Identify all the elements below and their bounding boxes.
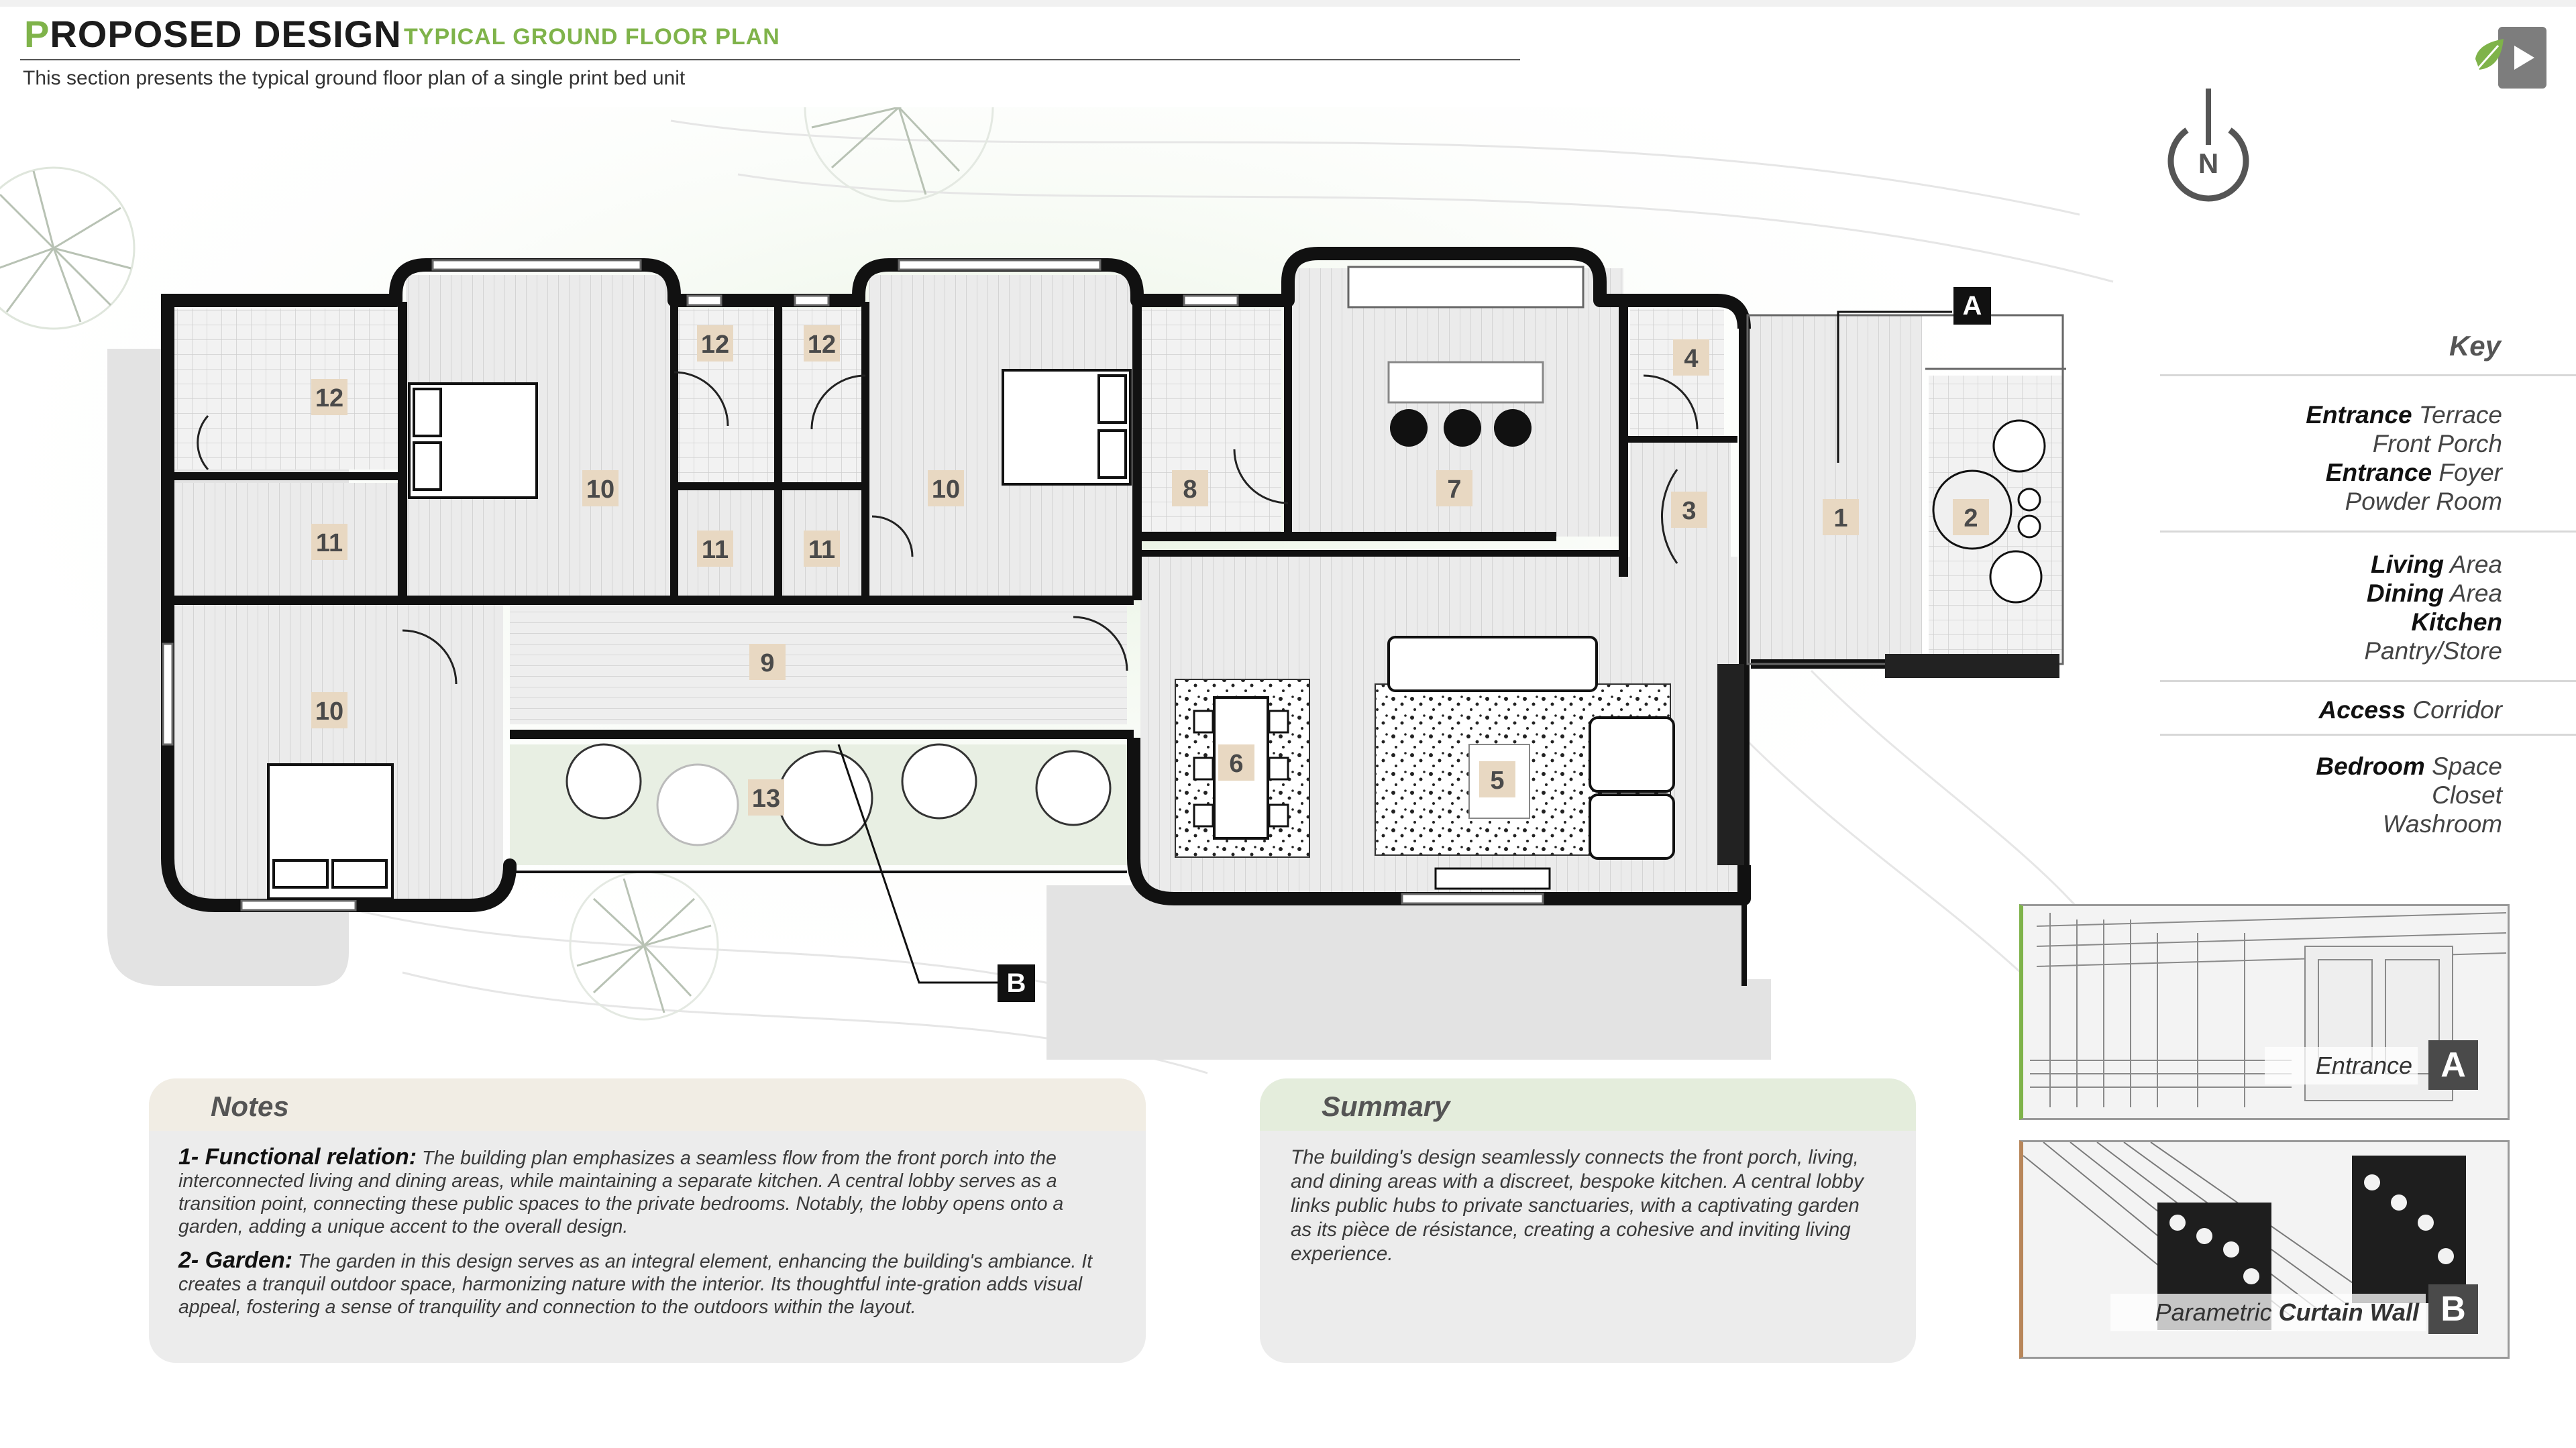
notes-body xyxy=(149,1131,1146,1319)
note-item: 1- Functional relation: The building plan emphasizes a seamless flow from the front porch into the interconnected living and dining areas, while maintaining a separate kitchen. A central lobby serves as a transition point, connecting these public spaces to the private bedrooms. Notably, the lobby opens onto a garden, adding a unique accent to the overall design. xyxy=(178,1144,1064,1237)
key-group-access xyxy=(2160,695,2576,724)
room-11-label: 11 xyxy=(701,536,729,564)
key-item: Entrance Foyer xyxy=(2325,459,2502,486)
room-4-label: 4 xyxy=(1684,345,1699,373)
key-item: Pantry/Store xyxy=(2364,637,2502,665)
room-8-label: 8 xyxy=(1183,476,1197,504)
compass-icon xyxy=(2160,83,2254,211)
room-11-label: 11 xyxy=(315,529,343,557)
entrance-caption: Entrance xyxy=(2265,1047,2418,1084)
top-border xyxy=(0,0,2576,7)
note-item: 2- Garden: The garden in this design serves as an integral element, enhancing the building's ambiance. It creates a tranquil outdoor space, harmonizing nature with the interior. Its thoughtful inte-gration adds visual appeal, fostering a sense of tranquility and connection to the outdoors within the layout. xyxy=(178,1247,1093,1318)
room-12-label: 12 xyxy=(315,384,344,412)
room-6-label: 6 xyxy=(1229,750,1244,778)
page-subtitle: TYPICAL GROUND FLOOR PLAN xyxy=(404,24,780,50)
curtain-wall-detail-thumbnail[interactable] xyxy=(2019,1140,2510,1359)
key-item: Front Porch xyxy=(2372,430,2502,457)
room-5-label: 5 xyxy=(1490,767,1505,795)
compass-north-label: N xyxy=(2198,148,2219,179)
room-10-label: 10 xyxy=(586,476,615,504)
summary-panel xyxy=(1260,1078,1916,1363)
callout-b[interactable]: B xyxy=(998,964,1035,1002)
room-2-label: 2 xyxy=(1964,504,1978,533)
room-10-label: 10 xyxy=(315,698,344,726)
summary-body: The building's design seamlessly connects the front porch, living, and dining areas with a discreet, bespoke kitchen. A central lobby links public hubs to private sanctuaries, with a captivating garden as its pièce de résistance, creating a cohesive and inviting living experience. xyxy=(1291,1146,1864,1265)
room-1-label: 1 xyxy=(1833,504,1848,533)
key-divider xyxy=(2160,680,2576,682)
key-group-entrance xyxy=(2160,400,2576,516)
room-11-label: 11 xyxy=(808,536,836,564)
room-9-label: 9 xyxy=(760,649,775,677)
key-legend xyxy=(2160,330,2576,838)
key-title: Key xyxy=(2449,330,2501,361)
key-group-living xyxy=(2160,550,2576,665)
key-group-bedroom xyxy=(2160,752,2576,838)
leaf-logo-icon xyxy=(2471,36,2506,78)
room-3-label: 3 xyxy=(1682,497,1697,525)
page-title: PROPOSED DESIGN xyxy=(24,13,402,55)
floor-plan xyxy=(0,107,2147,1087)
entrance-detail-thumbnail[interactable] xyxy=(2019,904,2510,1120)
notes-title: Notes xyxy=(149,1078,1146,1131)
callout-a[interactable]: A xyxy=(1953,287,1991,325)
title-divider xyxy=(20,59,1520,60)
key-item: Bedroom Space xyxy=(2316,753,2502,780)
room-12-label: 12 xyxy=(700,331,730,359)
key-divider xyxy=(2160,374,2576,376)
key-item: Entrance Terrace xyxy=(2306,401,2502,429)
room-12-label: 12 xyxy=(807,331,837,359)
room-13-label: 13 xyxy=(751,785,781,813)
key-item: Powder Room xyxy=(2345,488,2502,515)
key-item: Dining Area xyxy=(2366,579,2502,607)
key-divider xyxy=(2160,531,2576,533)
section-a-tag: A xyxy=(2428,1040,2478,1090)
section-b-tag: B xyxy=(2428,1284,2478,1334)
room-10-label: 10 xyxy=(931,476,961,504)
summary-title: Summary xyxy=(1260,1078,1916,1131)
key-item: Closet xyxy=(2432,781,2502,809)
page-description: This section presents the typical ground floor plan of a single print bed unit xyxy=(23,67,686,89)
curtain-wall-caption: Parametric Curtain Wall xyxy=(2110,1294,2426,1331)
room-7-label: 7 xyxy=(1447,476,1462,504)
key-item: Kitchen xyxy=(2411,608,2502,636)
notes-panel xyxy=(149,1078,1146,1363)
north-compass xyxy=(2160,83,2254,211)
key-item: Washroom xyxy=(2382,810,2502,838)
key-item: Living Area xyxy=(2370,551,2502,578)
key-divider xyxy=(2160,734,2576,736)
key-item: Access Corridor xyxy=(2318,696,2502,724)
